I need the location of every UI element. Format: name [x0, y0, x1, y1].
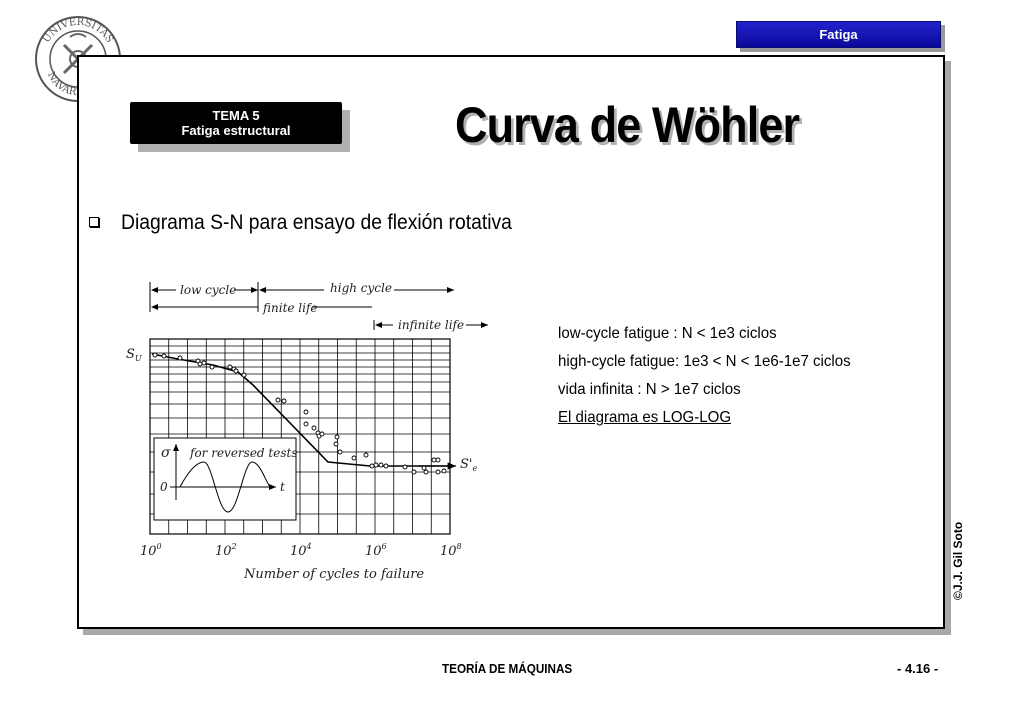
x-tick-label: $10^8$	[440, 542, 462, 559]
data-point	[436, 458, 440, 462]
data-point	[370, 464, 374, 468]
topic-number: TEMA 5	[212, 108, 260, 123]
inset-zero-label: 0	[160, 480, 168, 494]
se-label: $S'_e$	[460, 457, 478, 473]
high-cycle-label: high cycle	[330, 281, 392, 295]
bullet-square-icon	[89, 217, 99, 227]
note-low-cycle: low-cycle fatigue : N < 1e3 ciclos	[558, 325, 777, 342]
sn-curve-chart	[118, 272, 498, 590]
inset-t-label: t	[280, 480, 285, 494]
logo-bottom-text: NAVAR	[44, 70, 78, 99]
data-point	[436, 470, 440, 474]
note-log-log: El diagrama es LOG-LOG	[558, 409, 732, 426]
logo-top-text: UNIVERSITAS	[40, 16, 116, 45]
data-point	[432, 458, 436, 462]
section-tag-label: Fatiga	[819, 27, 858, 42]
data-point	[422, 466, 426, 470]
data-point	[442, 469, 446, 473]
data-point	[374, 463, 378, 467]
author-credit: ©J.J. Gil Soto	[951, 521, 965, 600]
section-tag	[736, 21, 941, 48]
data-point	[412, 470, 416, 474]
data-point	[202, 361, 206, 365]
data-point	[352, 456, 356, 460]
footer-page-number: - 4.16 -	[897, 661, 939, 676]
slide-title: Curva de Wöhler	[455, 97, 800, 153]
x-tick-label: $10^2$	[215, 542, 237, 559]
data-point	[153, 353, 157, 357]
bullet-text: Diagrama S-N para ensayo de flexión rotativa	[121, 211, 512, 234]
sigma-label: σ	[161, 445, 171, 461]
infinite-life-label: infinite life	[398, 318, 465, 332]
data-point	[162, 354, 166, 358]
data-point	[304, 422, 308, 426]
data-point	[338, 450, 342, 454]
data-point	[312, 426, 316, 430]
x-tick-label: $10^4$	[290, 542, 312, 559]
note-high-cycle: high-cycle fatigue: 1e3 < N < 1e6-1e7 ciclos	[558, 353, 851, 370]
data-point	[379, 463, 383, 467]
data-point	[424, 470, 428, 474]
x-tick-label: $10^6$	[365, 542, 387, 559]
data-point	[234, 369, 238, 373]
data-point	[276, 398, 280, 402]
data-point	[335, 435, 339, 439]
data-point	[384, 464, 388, 468]
x-tick-label: $10^0$	[140, 542, 162, 559]
data-point	[282, 399, 286, 403]
data-point	[178, 356, 182, 360]
low-cycle-label: low cycle	[180, 283, 237, 297]
su-label: $S_U$	[126, 347, 142, 363]
data-point	[403, 465, 407, 469]
reversed-test-inset	[154, 438, 298, 520]
inset-title: for reversed tests	[190, 446, 298, 460]
data-point	[364, 453, 368, 457]
data-point	[334, 442, 338, 446]
note-infinite-life: vida infinita : N > 1e7 ciclos	[558, 381, 741, 398]
data-point	[320, 432, 324, 436]
notes-block	[558, 320, 851, 432]
data-point	[242, 373, 246, 377]
topic-box	[130, 102, 342, 144]
finite-life-label: finite life	[263, 301, 318, 315]
data-point	[210, 365, 214, 369]
topic-name: Fatiga estructural	[181, 123, 291, 138]
data-point	[304, 410, 308, 414]
data-point	[228, 365, 232, 369]
footer-course: TEORÍA DE MÁQUINAS	[442, 661, 573, 676]
data-point	[198, 362, 202, 366]
x-axis-title: Number of cycles to failure	[244, 567, 425, 582]
